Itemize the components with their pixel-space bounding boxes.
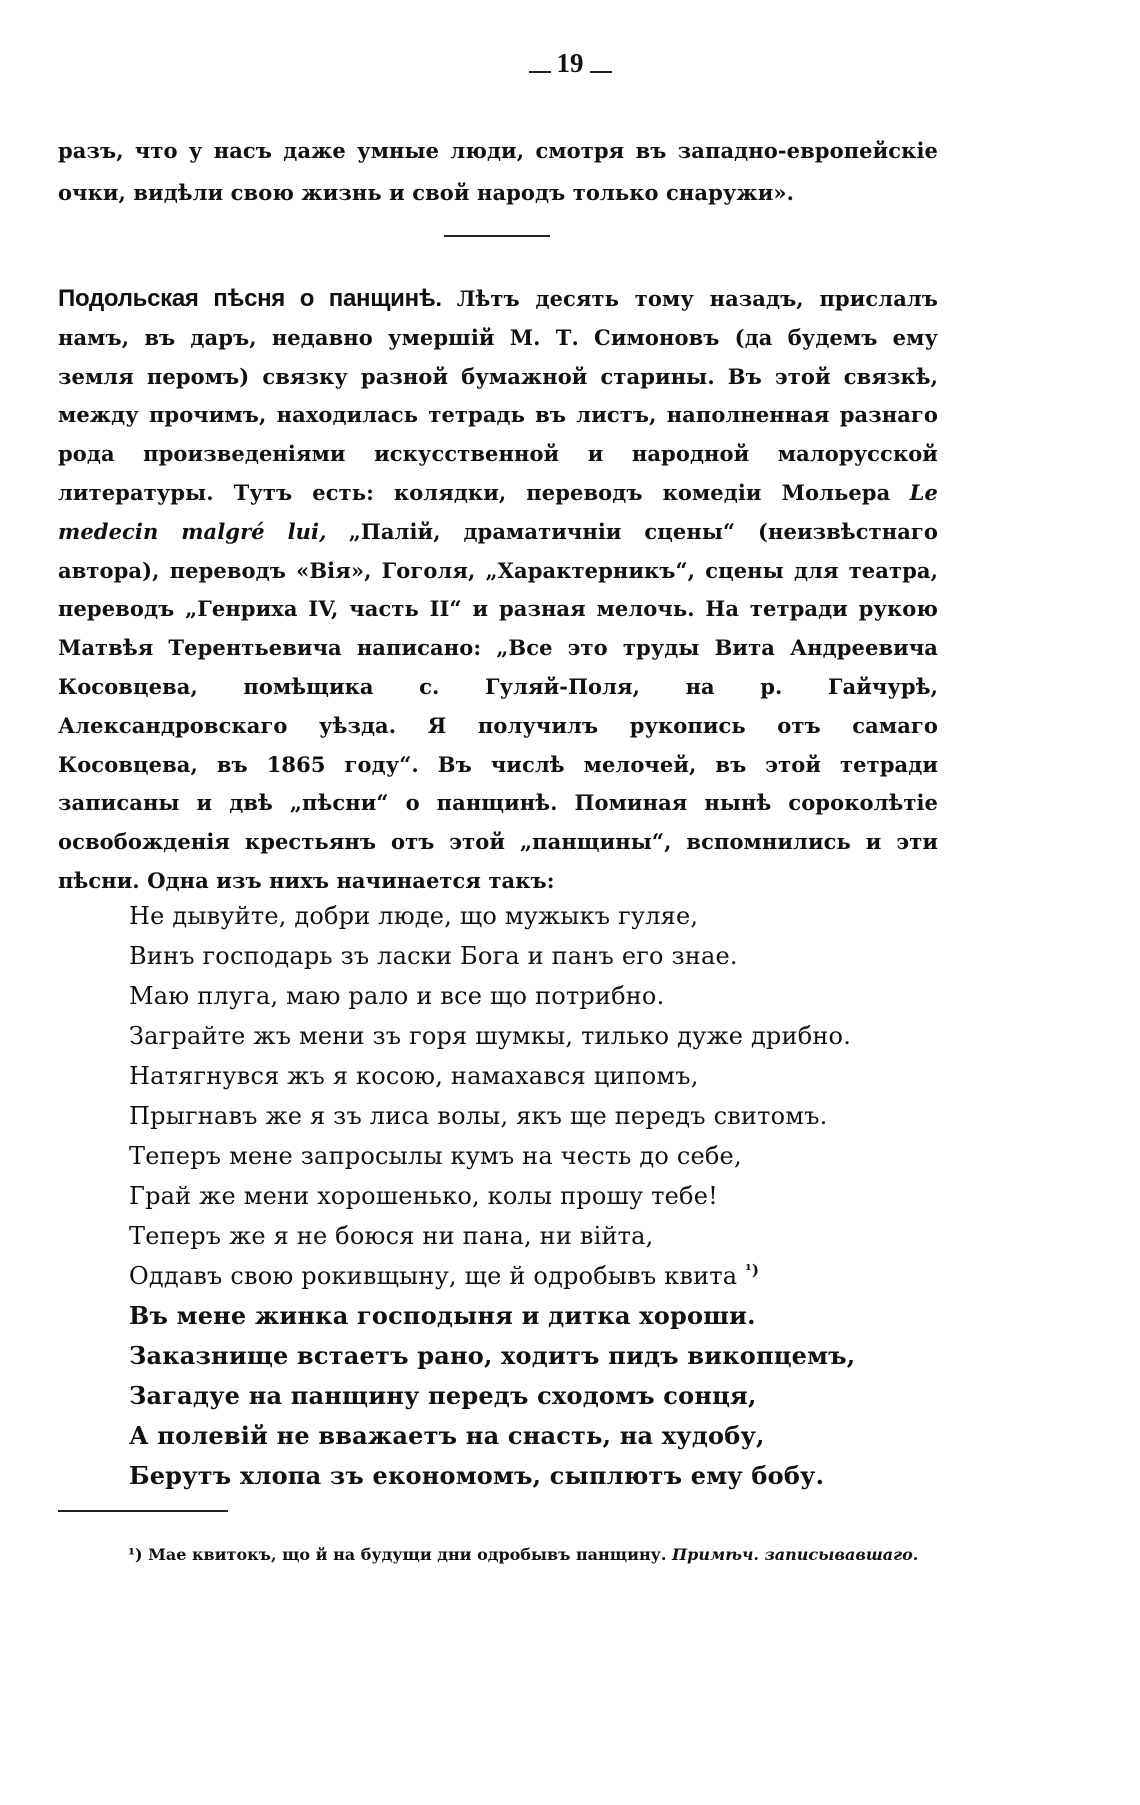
article-heading: Подольская пѣсня о панщинѣ. [58, 285, 442, 312]
footnote-note: Примѣч. записывавшаго. [672, 1545, 919, 1564]
article-body-part2: „Палій, драматичніи сцены“ (неизвѣстнаго автора), переводъ «Вія», Гоголя, „Характерникъ“, сцены для театра, переводъ „Генриха IV, часть II“ и разная мелочь. На тетради рукою Матвѣя Терентьевича написано: „Все это труды Вита Андреевича Косовцева, помѣщика с. Гуляй-Поля, на р. Гайчурѣ, Александровскаго уѣзда. Я получилъ рукопись отъ самаго Косовцева, въ 1865 году“. Въ числѣ мелочей, въ этой тетради записаны и двѣ „пѣсни“ о панщинѣ. Поминая нынѣ сороколѣтіе освобожденія крестьянъ отъ этой „панщины“, вспомнились и эти пѣсни. Одна изъ нихъ начинается такъ: [58, 518, 938, 893]
page-number-dash-left [529, 71, 551, 73]
poem-line: Винъ господарь зъ ласки Бога и панъ его знае. [129, 942, 738, 970]
footnote-reference: ¹) [745, 1261, 760, 1279]
page-number-dash-right [590, 71, 612, 73]
poem-line-text: Оддавъ свою рокивщыну, ще й одробывъ квита [129, 1262, 738, 1290]
section-divider [444, 235, 550, 237]
footnote-text: Мае квитокъ, що й на будущи дни одробывъ панщину. [148, 1545, 667, 1564]
intro-paragraph: разъ, что у насъ даже умные люди, смотря въ западно-европейскіе очки, видѣли свою жизнь и свой народъ только снаружи». [58, 138, 938, 205]
footnote-divider [58, 1510, 228, 1512]
poem-line: Маю плуга, маю рало и все що потрибно. [129, 982, 665, 1010]
article-italic-title: Le medecin malgré lui, [58, 479, 938, 544]
article-paragraph [58, 280, 938, 901]
poem-line: Прыгнавъ же я зъ лиса волы, якъ ще передъ свитомъ. [129, 1102, 828, 1130]
poem-line: Въ мене жинка господыня и дитка хороши. [129, 1301, 756, 1330]
poem-line: Теперъ же я не боюся ни пана, ни війта, [129, 1222, 654, 1250]
poem-line-with-footnote [129, 1256, 949, 1296]
footnote-marker: ¹) [128, 1545, 143, 1564]
poem-line: Натягнувся жъ я косою, намахався ципомъ, [129, 1062, 699, 1090]
poem-line: Не дывуйте, добри люде, що мужыкъ гуляе, [129, 902, 699, 930]
poem-line: Загадуе на панщину передъ сходомъ сонця, [129, 1381, 757, 1410]
poem-line: Заказнище встаетъ рано, ходитъ пидъ викопцемъ, [129, 1341, 856, 1370]
poem-line: Заграйте жъ мени зъ горя шумкы, тилько дуже дрибно. [129, 1022, 852, 1050]
footnote [58, 1538, 938, 1572]
page-number [0, 48, 1140, 79]
poem-line: Грай же мени хорошенько, колы прошу тебе! [129, 1182, 718, 1210]
poem-line: А полевій не вважаетъ на снасть, на худобу, [129, 1421, 765, 1450]
page-number-text: 19 [556, 48, 584, 78]
poem-line: Теперъ мене запросылы кумъ на честь до себе, [129, 1142, 742, 1170]
poem [129, 896, 949, 1496]
article-body-part1: Лѣтъ десять тому назадъ, прислалъ намъ, въ даръ, недавно умершій М. Т. Симоновъ (да будемъ ему земля перомъ) связку разной бумажной старины. Въ этой связкѣ, между прочимъ, находилась тетрадь въ листъ, наполненная разнаго рода произведеніями искусственной и народной малорусской литературы. Тутъ есть: колядки, переводъ комедіи Мольера [58, 286, 939, 505]
poem-line: Берутъ хлопа зъ економомъ, сыплютъ ему бобу. [129, 1461, 825, 1490]
